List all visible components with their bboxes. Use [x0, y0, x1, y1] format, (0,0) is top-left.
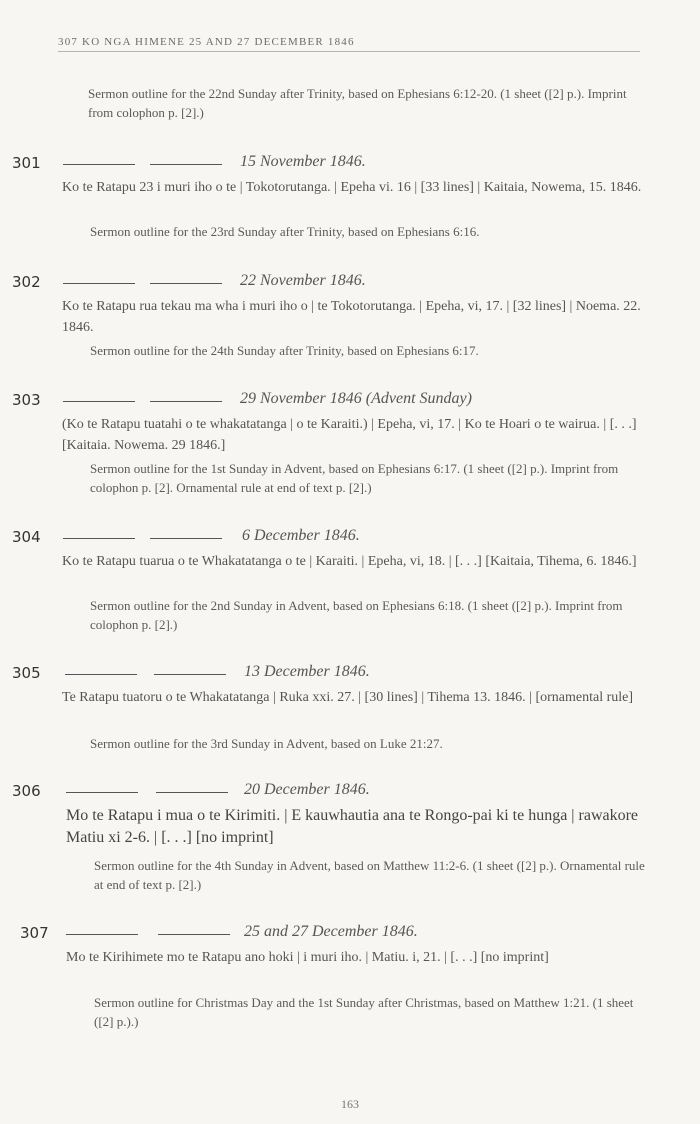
dash-rule — [154, 674, 226, 675]
entry-date: 22 November 1846. — [240, 272, 366, 289]
entry-note: Sermon outline for the 2nd Sunday in Advent, based on Ephesians 6:18. (1 sheet ([2] p.). Imprint from colophon p. [2].) — [90, 598, 623, 632]
dash-rule — [66, 934, 138, 935]
entry-title: Ko te Ratapu 23 i muri iho o te | Tokotorutanga. | Epeha vi. 16 | [33 lines] | Kaitaia, Nowema, 15. 1846. — [62, 180, 642, 195]
entry-date: 29 November 1846 (Advent Sunday) — [240, 390, 472, 407]
entry-date: 13 December 1846. — [244, 663, 370, 680]
entry-note: Sermon outline for the 3rd Sunday in Advent, based on Luke 21:27. — [90, 736, 443, 751]
dash-rule — [150, 401, 222, 402]
page-number: 163 — [341, 1097, 359, 1111]
entry-date: 15 November 1846. — [240, 153, 366, 170]
entry-300-note-continued: Sermon outline for the 22nd Sunday after Trinity, based on Ephesians 6:12-20. (1 sheet ([2] p.). Imprint from colophon p. [2].) — [88, 86, 627, 120]
entry-title: Mo te Ratapu i mua o te Kirimiti. | E kauwhautia ana te Rongo-pai ki te hunga | rawakore Matiu xi 2-6. | [. . .] [no imprint] — [66, 807, 639, 846]
running-head: 307 KO NGA HIMENE 25 AND 27 DECEMBER 1846 — [58, 36, 640, 52]
entry-number: 301 — [12, 154, 41, 172]
entry-title: Ko te Ratapu rua tekau ma wha i muri iho o | te Tokotorutanga. | Epeha, vi, 17. | [32 lines] | Noema. 22. 1846. — [62, 299, 641, 335]
dash-rule — [66, 792, 138, 793]
dash-rule — [65, 674, 137, 675]
dash-rule — [63, 164, 135, 165]
entry-title: Ko te Ratapu tuarua o te Whakatatanga o te | Karaiti. | Epeha, vi, 18. | [. . .] [Kaitaia, Tihema, 6. 1846.] — [62, 554, 637, 569]
entry-number: 303 — [12, 391, 41, 409]
entry-note: Sermon outline for Christmas Day and the 1st Sunday after Christmas, based on Matthew 1:21. (1 sheet ([2] p.).) — [94, 995, 634, 1029]
dash-rule — [150, 538, 222, 539]
entry-number: 302 — [12, 273, 41, 291]
dash-rule — [63, 538, 135, 539]
entry-note: Sermon outline for the 24th Sunday after Trinity, based on Ephesians 6:17. — [90, 343, 479, 358]
entry-number: 307 — [20, 924, 49, 942]
entry-number: 306 — [12, 782, 41, 800]
entry-title: Mo te Kirihimete mo te Ratapu ano hoki | i muri iho. | Matiu. i, 21. | [. . .] [no imprint] — [66, 950, 549, 965]
dash-rule — [63, 401, 135, 402]
entry-title: Te Ratapu tuatoru o te Whakatatanga | Ruka xxi. 27. | [30 lines] | Tihema 13. 1846. | [ornamental rule] — [62, 690, 634, 705]
dash-rule — [156, 792, 228, 793]
entry-number: 304 — [12, 528, 41, 546]
dash-rule — [150, 164, 222, 165]
entry-note: Sermon outline for the 1st Sunday in Advent, based on Ephesians 6:17. (1 sheet ([2] p.). Imprint from colophon p. [2]. Ornamental rule at end of text p. [2].) — [90, 461, 619, 495]
dash-rule — [63, 283, 135, 284]
entry-date: 25 and 27 December 1846. — [244, 923, 418, 940]
dash-rule — [150, 283, 222, 284]
dash-rule — [158, 934, 230, 935]
entry-title: (Ko te Ratapu tuatahi o te whakatatanga | o te Karaiti.) | Epeha, vi, 17. | Ko te Hoari o te wairua. | [. . .] [Kaitaia. Nowema. 29 1846.] — [62, 417, 637, 453]
entry-date: 20 December 1846. — [244, 781, 370, 798]
entry-date: 6 December 1846. — [242, 527, 360, 544]
entry-note: Sermon outline for the 4th Sunday in Advent, based on Matthew 11:2-6. (1 sheet ([2] p.). Ornamental rule at end of text p. [2].) — [94, 858, 645, 892]
entry-number: 305 — [12, 664, 41, 682]
entry-note: Sermon outline for the 23rd Sunday after Trinity, based on Ephesians 6:16. — [90, 224, 480, 239]
